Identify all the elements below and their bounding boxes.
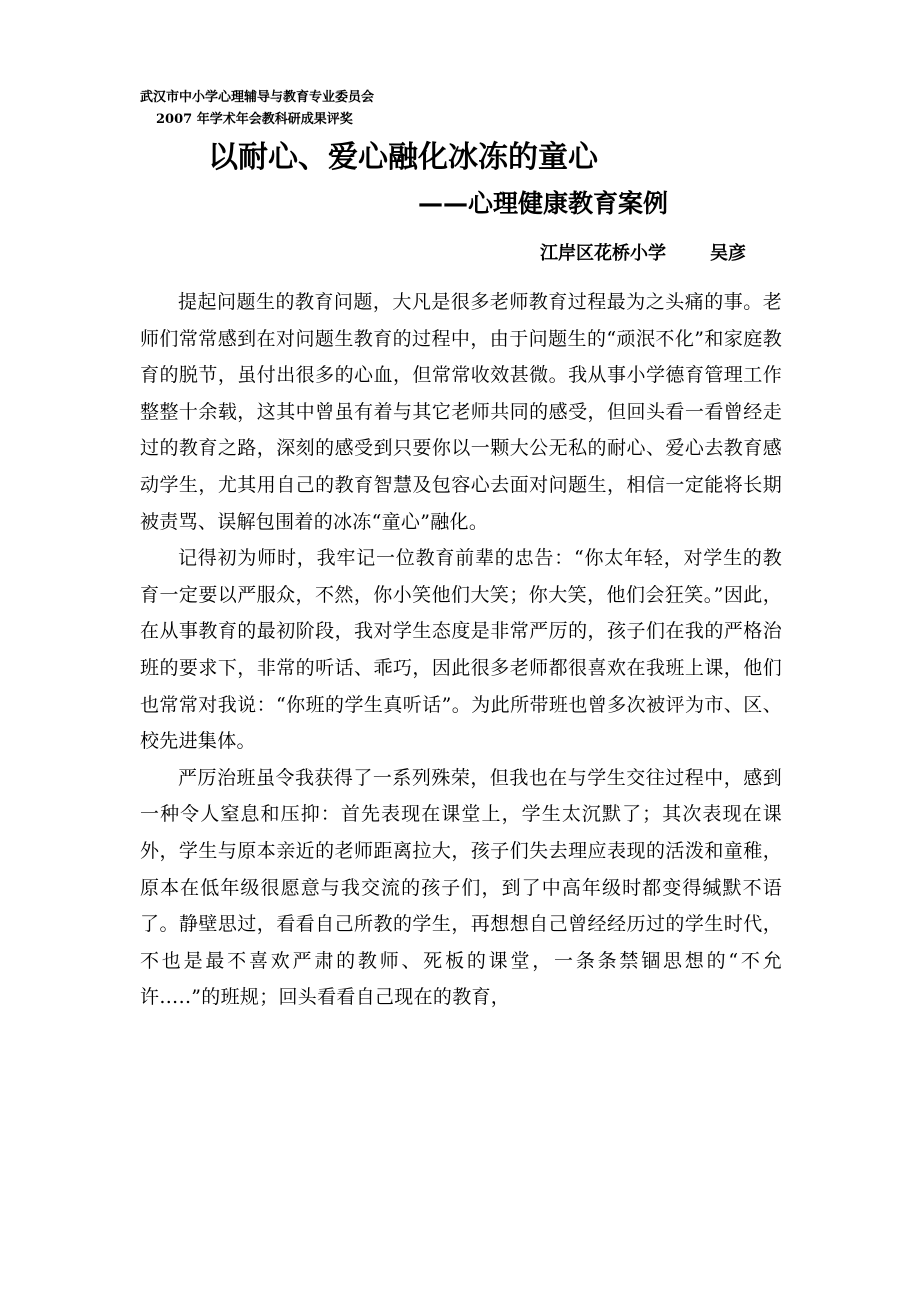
award-header: 2007 年学术年会教科研成果评奖: [156, 112, 353, 127]
paragraph: 提起问题生的教育问题，大凡是很多老师教育过程最为之头痛的事。老师们常常感到在对问题生教育的过程中，由于问题生的“顽泯不化”和家庭教育的脱节，虽付出很多的心血，但常常收效甚微。我从事小学德育管理工作整整十余载，这其中曾虽有着与其它老师共同的感受，但回头看一看曾经走过的教育之路，深刻的感受到只要你以一颗大公无私的耐心、爱心去教育感动学生，尤其用自己的教育智慧及包容心去面对问题生，相信一定能将长期被责骂、误解包围着的冰冻“童心”融化。: [140, 291, 782, 533]
document-subtitle: ——心理健康教育案例: [418, 189, 669, 218]
paragraph: 严厉治班虽令我获得了一系列殊荣，但我也在与学生交往过程中，感到一种令人窒息和压抑：首先表现在课堂上，学生太沉默了；其次表现在课外，学生与原本亲近的老师距离拉大，孩子们失去理应表现的活泼和童稚，原本在低年级很愿意与我交流的孩子们，到了中高年级时都变得缄默不语了。静壁思过，看看自己所教的学生，再想想自己曾经经历过的学生时代，不也是最不喜欢严肃的教师、死板的课堂，一条条禁锢思想的“不允许…..”的班规；回头看看自己现在的教育，: [140, 766, 782, 1009]
author-name: 吴彦: [710, 243, 746, 264]
author-line: [540, 239, 746, 269]
paragraph: 记得初为师时，我牢记一位教育前辈的忠告：“你太年轻，对学生的教育一定要以严服众，不然，你小笑他们大笑；你大笑，他们会狂笑。”因此，在从事教育的最初阶段，我对学生态度是非常严厉的，孩子们在我的严格治班的要求下，非常的听话、乖巧，因此很多老师都很喜欢在我班上课，他们也常常对我说：“你班的学生真听话”。为此所带班也曾多次被评为市、区、校先进集体。: [140, 547, 782, 753]
body-text: [140, 284, 782, 1016]
author-school: 江岸区花桥小学: [540, 243, 666, 264]
document-title: 以耐心、爱心融化冰冻的童心: [208, 140, 598, 175]
organization-header: 武汉市中小学心理辅导与教育专业委员会: [140, 90, 375, 105]
